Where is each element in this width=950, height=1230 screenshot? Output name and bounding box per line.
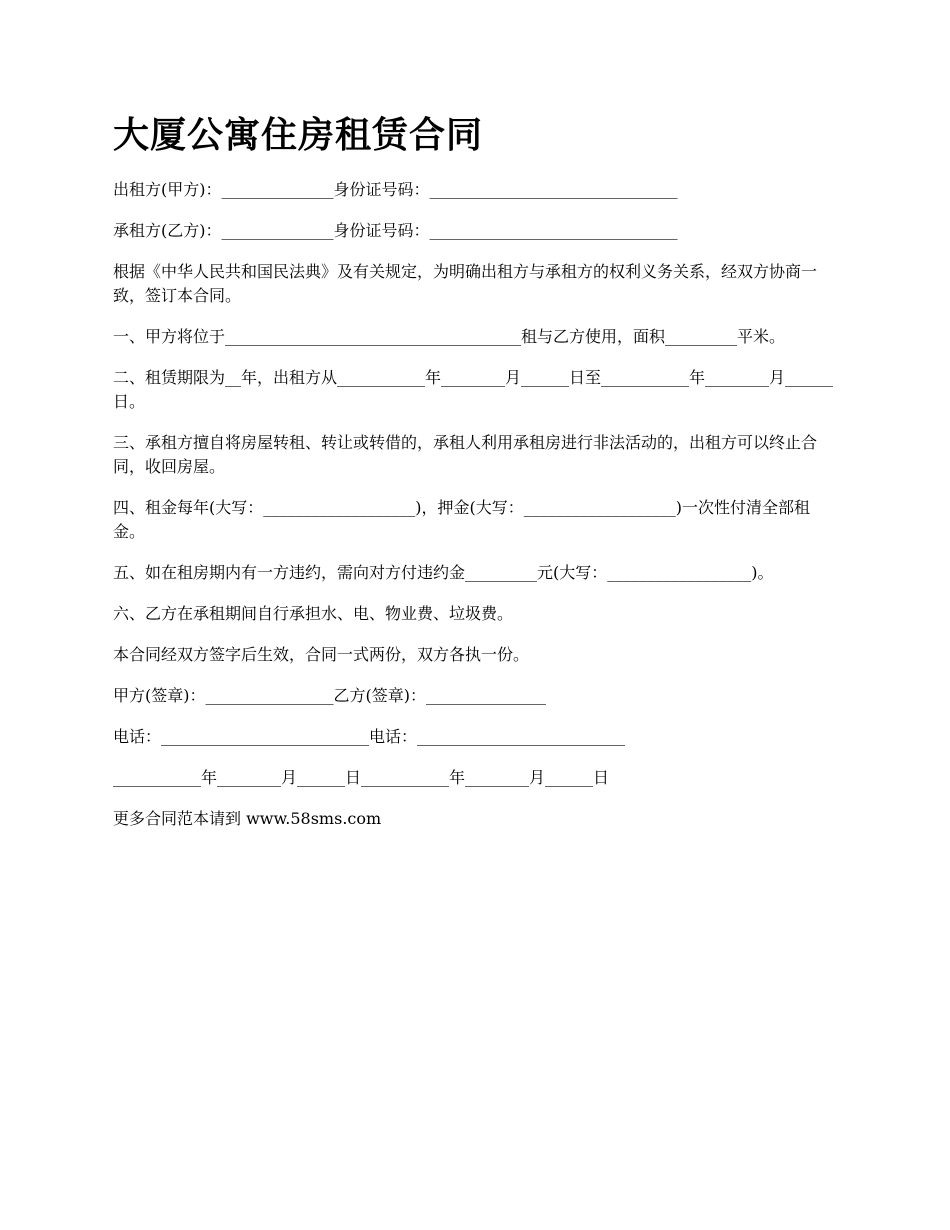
signature-line: 甲方(签章)：________________乙方(签章)：_______________ — [113, 686, 546, 705]
document-title: 大厦公寓住房租赁合同 — [113, 115, 484, 156]
preamble-paragraph: 根据《中华人民共和国民法典》及有关规定，为明确出租方与承租方的权利义务关系，经双方协商一致，签订本合同。 — [113, 262, 818, 305]
lessor-info-line: 出租方(甲方)：______________身份证号码：_______________________________ — [113, 180, 678, 199]
clause-4-rent-deposit: 四、租金每年(大写：___________________)，押金(大写：___________________)一次性付清全部租金。 — [113, 498, 810, 541]
footer-note: 更多合同范本请到 www.58sms.com — [113, 809, 382, 828]
clause-3-termination: 三、承租方擅自将房屋转租、转让或转借的，承租人利用承租房进行非法活动的，出租方可以终止合同，收回房屋。 — [113, 433, 818, 476]
contract-document — [113, 112, 841, 848]
phone-line: 电话：__________________________电话：__________________________ — [113, 727, 626, 746]
lessee-info-line: 承租方(乙方)：______________身份证号码：_______________________________ — [113, 221, 678, 240]
date-line: ___________年________月______日___________年________月______日 — [113, 768, 610, 787]
effectiveness-statement: 本合同经双方签字后生效，合同一式两份，双方各执一份。 — [113, 645, 530, 664]
clause-1-property-location: 一、甲方将位于_____________________________________租与乙方使用，面积_________平米。 — [113, 327, 786, 346]
clause-2-lease-term: 二、租赁期限为__年，出租方从___________年________月______日至___________年________月______日。 — [113, 368, 834, 411]
clause-6-utilities: 六、乙方在承租期间自行承担水、电、物业费、垃圾费。 — [113, 604, 514, 623]
clause-5-breach-penalty: 五、如在租房期内有一方违约，需向对方付违约金_________元(大写：__________________)。 — [113, 563, 774, 582]
